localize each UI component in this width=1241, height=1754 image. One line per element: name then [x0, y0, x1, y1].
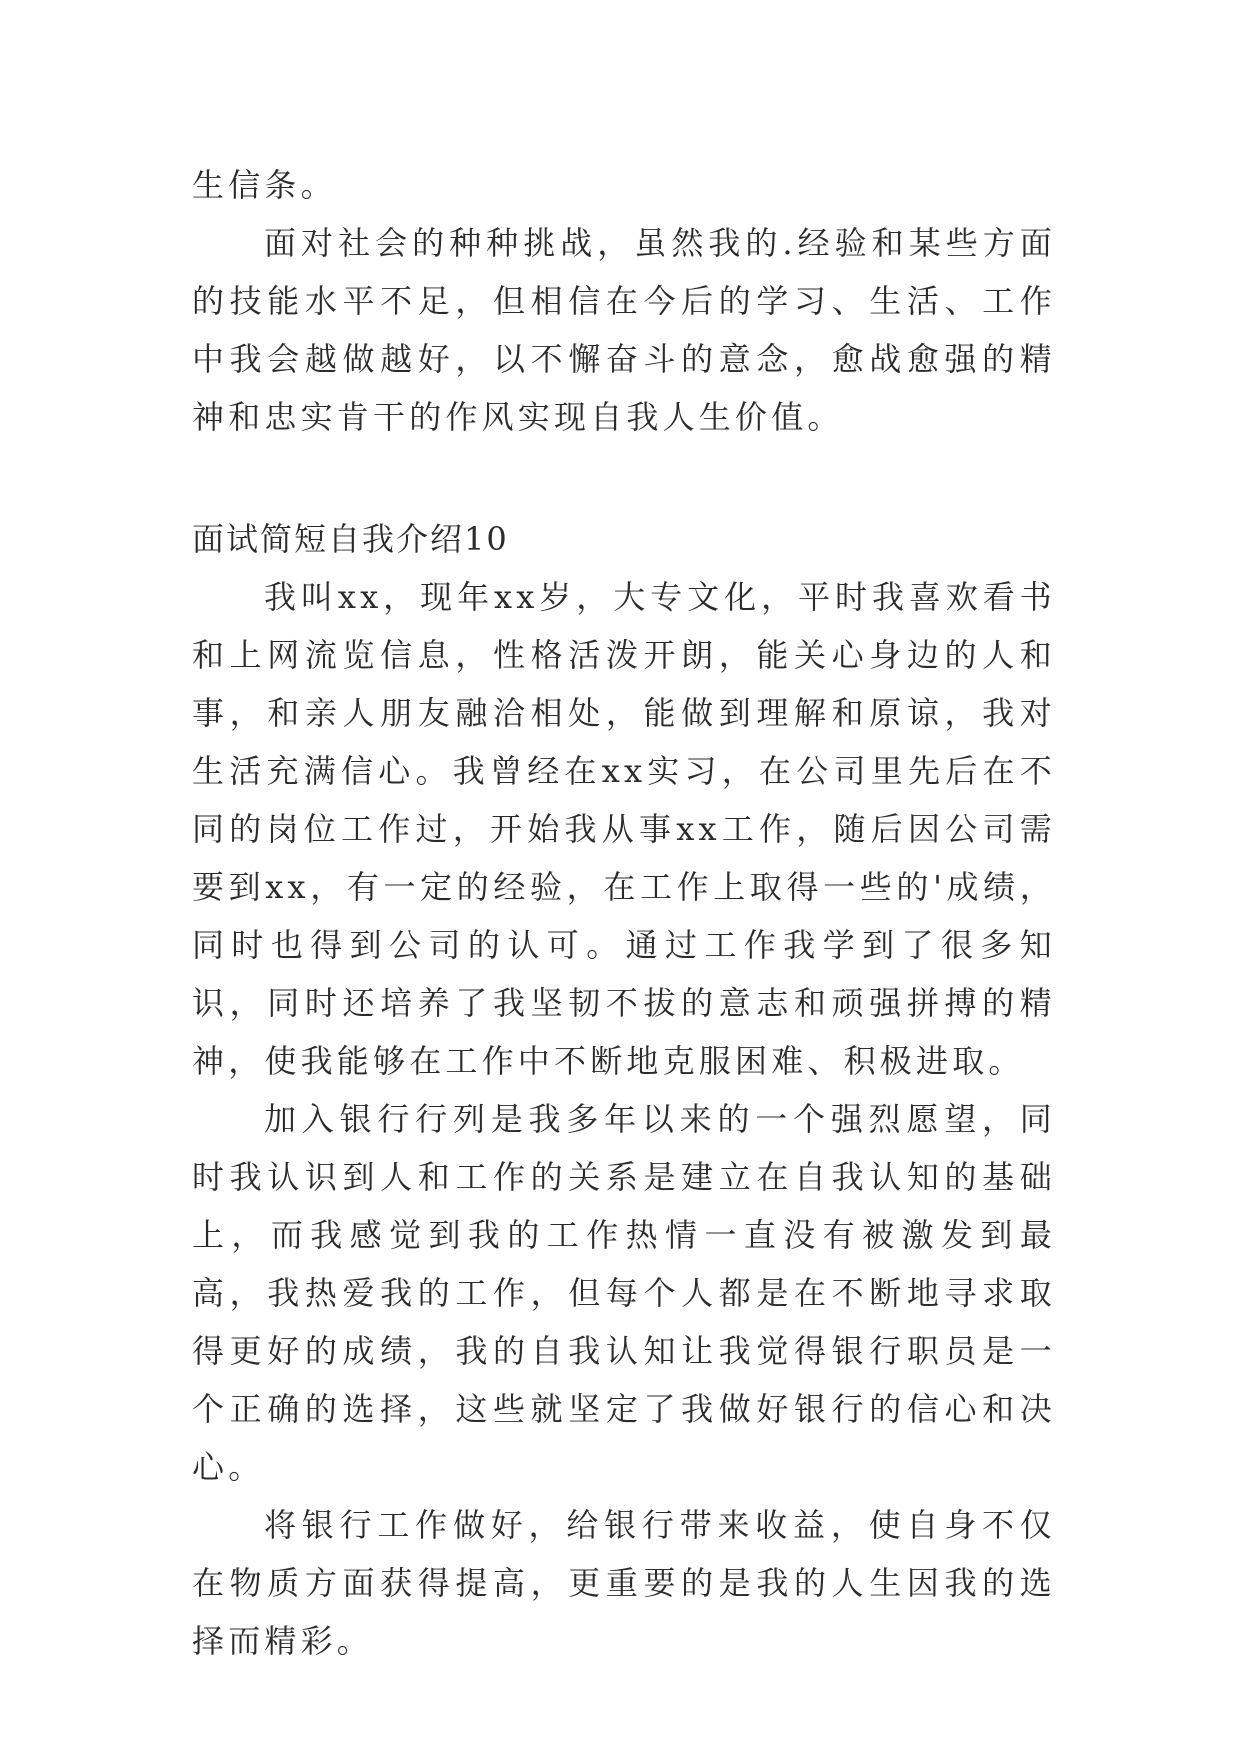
paragraph-conclusion: 将银行工作做好，给银行带来收益，使自身不仅在物质方面获得提高，更重要的是我的人生因我的选择而精彩。	[192, 1506, 1056, 1660]
section-spacer	[192, 446, 1056, 510]
paragraph-introduction: 我叫xx，现年xx岁，大专文化，平时我喜欢看书和上网流览信息，性格活泼开朗，能关心身边的人和事，和亲人朋友融洽相处，能做到理解和原谅，我对生活充满信心。我曾经在xx实习，在公司里先后在不同的岗位工作过，开始我从事xx工作，随后因公司需要到xx，有一定的经验，在工作上取得一些的'成绩，同时也得到公司的认可。通过工作我学到了很多知识，同时还培养了我坚韧不拔的意志和顽强拼搏的精神，使我能够在工作中不断地克服困难、积极进取。	[192, 578, 1056, 1080]
document-body	[192, 156, 1056, 1670]
paragraph-continuation: 生信条。	[192, 166, 337, 204]
section-heading: 面试简短自我介绍10	[192, 520, 509, 558]
paragraph-bank-aspiration: 加入银行行列是我多年以来的一个强烈愿望，同时我认识到人和工作的关系是建立在自我认知的基础上，而我感觉到我的工作热情一直没有被激发到最高，我热爱我的工作，但每个人都是在不断地寻求取得更好的成绩，我的自我认知让我觉得银行职员是一个正确的选择，这些就坚定了我做好银行的信心和决心。	[192, 1100, 1056, 1486]
paragraph-challenges: 面对社会的种种挑战，虽然我的.经验和某些方面的技能水平不足，但相信在今后的学习、生活、工作中我会越做越好，以不懈奋斗的意念，愈战愈强的精神和忠实肯干的作风实现自我人生价值。	[192, 224, 1056, 436]
